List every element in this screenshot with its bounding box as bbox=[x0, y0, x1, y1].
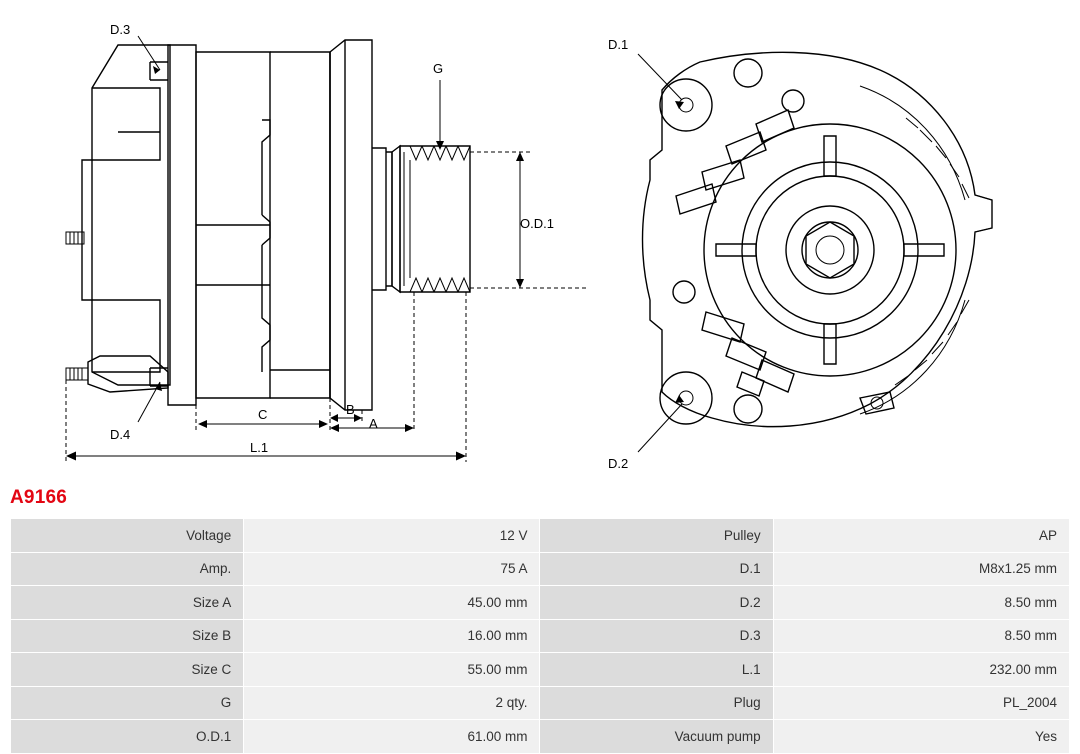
spec-label: D.1 bbox=[540, 552, 773, 586]
callout-d4: D.4 bbox=[110, 427, 131, 442]
callout-c: C bbox=[258, 407, 268, 422]
spec-value: Yes bbox=[773, 720, 1069, 754]
callout-d3: D.3 bbox=[110, 22, 131, 37]
callout-g: G bbox=[433, 61, 444, 76]
callout-d1: D.1 bbox=[608, 37, 629, 52]
spec-value: 61.00 mm bbox=[244, 720, 540, 754]
spec-value: 45.00 mm bbox=[244, 586, 540, 620]
spec-label: L.1 bbox=[540, 653, 773, 687]
spec-value: 2 qty. bbox=[244, 686, 540, 720]
spec-label: Size A bbox=[11, 586, 244, 620]
table-row bbox=[11, 686, 1070, 720]
table-row bbox=[11, 653, 1070, 687]
spec-label: Voltage bbox=[11, 519, 244, 553]
callout-a: A bbox=[369, 416, 378, 431]
spec-value: 75 A bbox=[244, 552, 540, 586]
spec-label: Size B bbox=[11, 619, 244, 653]
spec-value: PL_2004 bbox=[773, 686, 1069, 720]
table-row bbox=[11, 619, 1070, 653]
spec-label: D.2 bbox=[540, 586, 773, 620]
table-row bbox=[11, 552, 1070, 586]
spec-label: O.D.1 bbox=[11, 720, 244, 754]
front-view-drawing bbox=[608, 37, 992, 471]
callout-l1: L.1 bbox=[250, 440, 269, 455]
part-number: A9166 bbox=[10, 487, 67, 508]
callout-od1: O.D.1 bbox=[520, 216, 554, 231]
spec-label: Vacuum pump bbox=[540, 720, 773, 754]
spec-value: M8x1.25 mm bbox=[773, 552, 1069, 586]
side-view-drawing bbox=[66, 22, 586, 462]
spec-value: 16.00 mm bbox=[244, 619, 540, 653]
spec-value: 12 V bbox=[244, 519, 540, 553]
spec-value: AP bbox=[773, 519, 1069, 553]
spec-value: 232.00 mm bbox=[773, 653, 1069, 687]
spec-value: 8.50 mm bbox=[773, 586, 1069, 620]
spec-label: Amp. bbox=[11, 552, 244, 586]
spec-value: 55.00 mm bbox=[244, 653, 540, 687]
table-row bbox=[11, 720, 1070, 754]
spec-value: 8.50 mm bbox=[773, 619, 1069, 653]
spec-label: Pulley bbox=[540, 519, 773, 553]
specification-table bbox=[10, 518, 1070, 754]
callout-d2: D.2 bbox=[608, 456, 629, 471]
spec-label: Plug bbox=[540, 686, 773, 720]
table-row bbox=[11, 586, 1070, 620]
spec-label: D.3 bbox=[540, 619, 773, 653]
spec-label: G bbox=[11, 686, 244, 720]
spec-label: Size C bbox=[11, 653, 244, 687]
table-row bbox=[11, 519, 1070, 553]
callout-b: B bbox=[346, 402, 355, 417]
